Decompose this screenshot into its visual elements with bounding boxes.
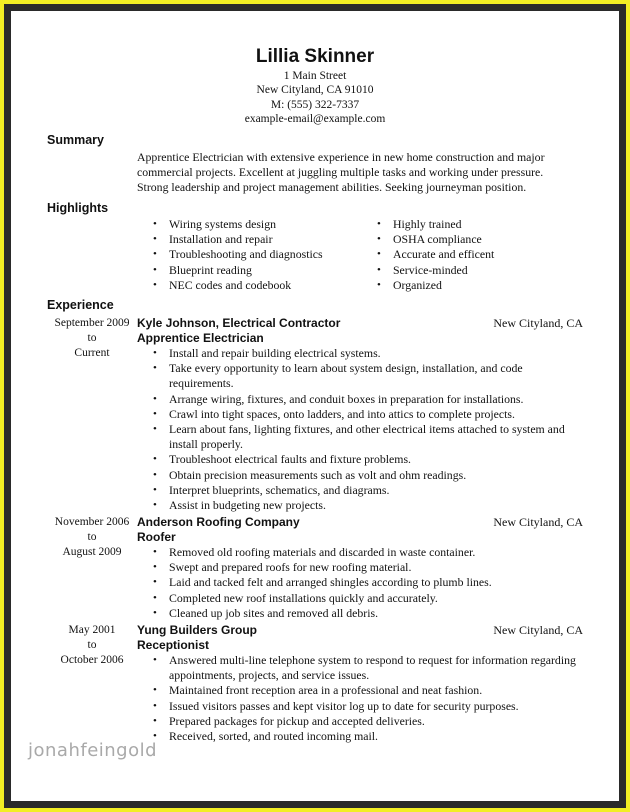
job-duties <box>169 346 589 513</box>
job-location: New Cityland, CA <box>493 623 583 637</box>
highlights-list-right <box>393 217 494 293</box>
job-employer: Anderson Roofing Company <box>137 515 300 529</box>
duty-item: • Maintained front reception area in a professional and neat fashion. <box>169 683 589 698</box>
duty-item: • Arrange wiring, fixtures, and conduit boxes in preparation for installations. <box>169 392 589 407</box>
duty-item: • Received, sorted, and routed incoming mail. <box>169 729 589 744</box>
highlight-item: • OSHA compliance <box>393 232 494 247</box>
job-location: New Cityland, CA <box>493 515 583 529</box>
job-duties <box>169 545 589 621</box>
date-from: May 2001 <box>68 624 116 636</box>
date-from: September 2009 <box>54 317 130 329</box>
highlight-item: • NEC codes and codebook <box>169 278 323 293</box>
duty-item: • Crawl into tight spaces, onto ladders, and into attics to complete projects. <box>169 407 589 422</box>
contact-street: 1 Main Street <box>283 70 347 82</box>
highlight-item: • Wiring systems design <box>169 217 323 232</box>
highlight-item: • Installation and repair <box>169 232 323 247</box>
highlights-heading: Highlights <box>47 201 109 215</box>
duty-item: • Obtain precision measurements such as volt and ohm readings. <box>169 468 589 483</box>
contact-phone: M: (555) 322-7337 <box>270 99 360 111</box>
duty-item: • Take every opportunity to learn about system design, installation, and code requirements. <box>169 361 589 391</box>
duty-item: • Learn about fans, lighting fixtures, and other electrical items attached to system and install properly. <box>169 422 589 452</box>
contact-email: example-email@example.com <box>244 113 386 125</box>
highlight-item: • Organized <box>393 278 494 293</box>
duty-item: • Completed new roof installations quickly and accurately. <box>169 591 589 606</box>
job-title: Roofer <box>137 530 176 544</box>
date-to-word: to <box>87 531 97 544</box>
highlight-item: • Blueprint reading <box>169 263 323 278</box>
duty-item: • Install and repair building electrical systems. <box>169 346 589 361</box>
job-title: Receptionist <box>137 638 210 652</box>
job-employer: Yung Builders Group <box>137 623 258 637</box>
duty-item: • Laid and tacked felt and arranged shingles according to plumb lines. <box>169 575 589 590</box>
watermark: jonahfeingold <box>28 740 158 761</box>
duty-item: • Troubleshoot electrical faults and fixture problems. <box>169 452 589 467</box>
duty-item: • Cleaned up job sites and removed all debris. <box>169 606 589 621</box>
duty-item: • Removed old roofing materials and discarded in waste container. <box>169 545 589 560</box>
summary-heading: Summary <box>47 133 104 147</box>
summary-text <box>137 150 597 196</box>
duty-item: • Swept and prepared roofs for new roofing material. <box>169 560 589 575</box>
job-dates <box>37 623 147 669</box>
summary-line: Strong leadership and project management abilities. Seeking journeyman position. <box>137 180 527 195</box>
duty-item: • Interpret blueprints, schematics, and diagrams. <box>169 483 589 498</box>
summary-line: commercial projects. Excellent at juggling multiple tasks and working under pressure. <box>137 165 544 180</box>
date-to-word: to <box>87 639 97 652</box>
duty-item: • Assist in budgeting new projects. <box>169 498 589 513</box>
experience-heading: Experience <box>47 298 114 312</box>
highlights-list-left <box>169 217 323 293</box>
duty-item: • Issued visitors passes and kept visitor log up to date for security purposes. <box>169 699 589 714</box>
date-to-word: to <box>87 332 97 345</box>
highlight-item: • Troubleshooting and diagnostics <box>169 247 323 262</box>
date-to: August 2009 <box>62 546 122 559</box>
job-dates <box>37 316 147 362</box>
summary-line: Apprentice Electrician with extensive experience in new home construction and major <box>137 150 545 164</box>
job-employer: Kyle Johnson, Electrical Contractor <box>137 316 341 330</box>
duty-item: • Answered multi-line telephone system to respond to request for information regarding appointments, projects, and service issues. <box>169 653 589 683</box>
contact-city: New Cityland, CA 91010 <box>256 84 374 96</box>
date-from: November 2006 <box>54 516 130 528</box>
highlight-item: • Highly trained <box>393 217 494 232</box>
date-to: October 2006 <box>60 654 124 667</box>
job-location: New Cityland, CA <box>493 316 583 330</box>
job-dates <box>37 515 147 561</box>
job-title: Apprentice Electrician <box>137 331 264 345</box>
highlight-item: • Service-minded <box>393 263 494 278</box>
candidate-name: Lillia Skinner <box>255 46 375 67</box>
date-to: Current <box>74 347 110 360</box>
highlight-item: • Accurate and efficent <box>393 247 494 262</box>
duty-item: • Prepared packages for pickup and accepted deliveries. <box>169 714 589 729</box>
job-duties <box>169 653 589 744</box>
